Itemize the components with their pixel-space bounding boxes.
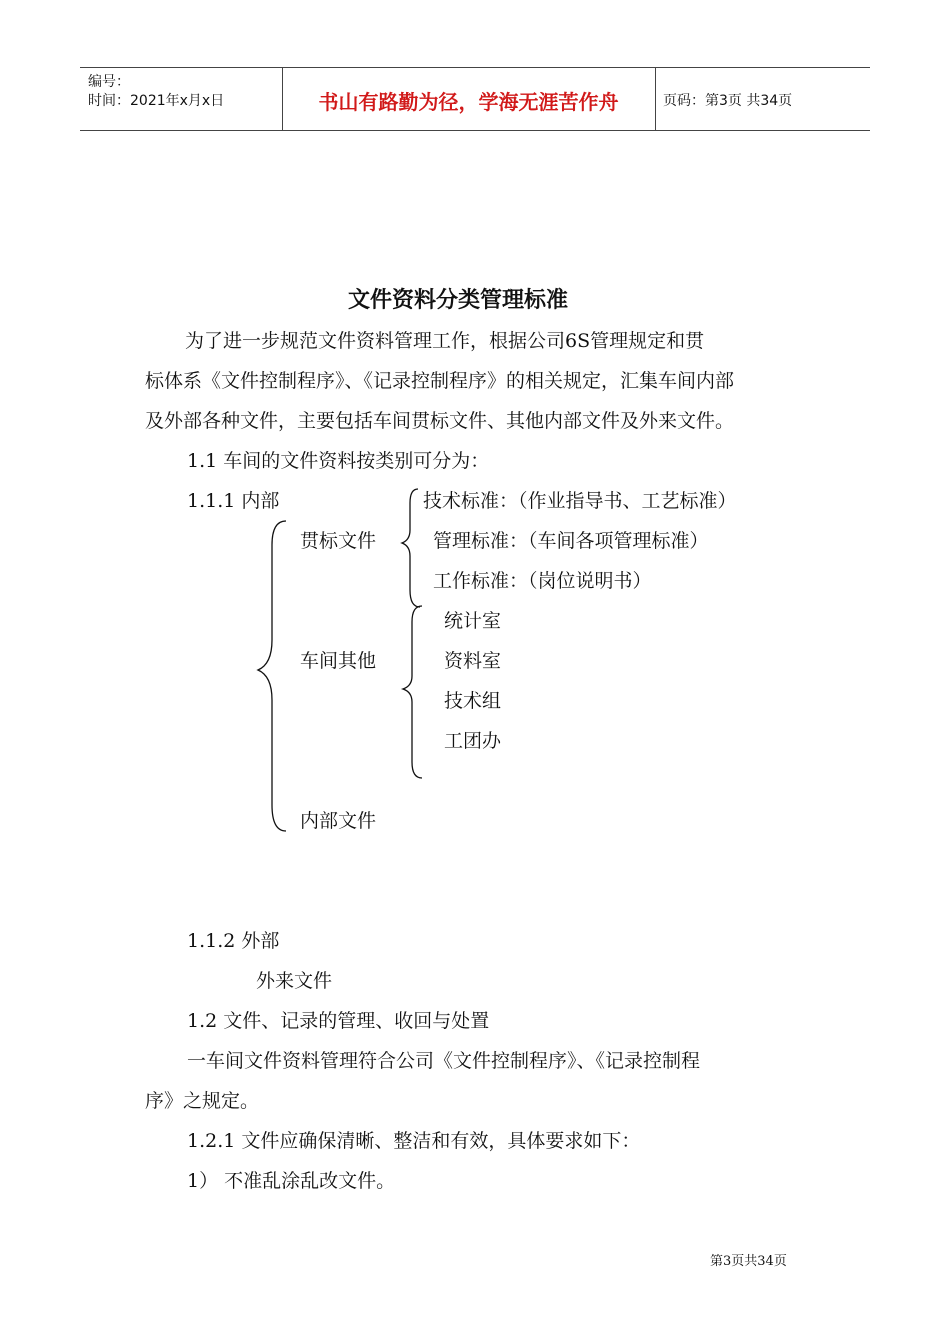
tree-other: 车间其他 — [300, 650, 377, 672]
departments-brace — [403, 606, 422, 778]
external-docs: 外来文件 — [256, 970, 333, 992]
section-1-1: 1.1 车间的文件资料按类别可分为： — [187, 450, 490, 472]
tree-other-item-3: 技术组 — [444, 690, 502, 712]
section-1-2-1: 1.2.1 文件应确保清晰、整洁和有效，具体要求如下： — [187, 1130, 641, 1152]
intro-line-2: 标体系《文件控制程序》、《记录控制程序》的相关规定，汇集车间内部 — [145, 370, 735, 392]
intro-line-1: 为了进一步规范文件资料管理工作，根据公司6S管理规定和贯 — [185, 330, 705, 352]
tree-guanbiao-item-2: 管理标准：（车间各项管理标准） — [433, 530, 709, 552]
tree-guanbiao: 贯标文件 — [300, 530, 377, 552]
section-1-2: 1.2 文件、记录的管理、收回与处置 — [187, 1010, 490, 1032]
footer-page-number: 第3页共34页 — [710, 1254, 787, 1269]
number-label: 编号： — [88, 74, 130, 90]
tree-other-item-4: 工团办 — [444, 730, 502, 752]
tree-other-item-1: 统计室 — [444, 610, 502, 632]
tree-guanbiao-item-3: 工作标准：（岗位说明书） — [433, 570, 652, 592]
time-label: 时间：2021年x月x日 — [88, 93, 225, 109]
motto: 书山有路勤为径，学海无涯苦作舟 — [318, 90, 619, 114]
page-info: 页码：第3页 共34页 — [663, 93, 793, 109]
tree-other-item-2: 资料室 — [444, 650, 502, 672]
section-1-1-1: 1.1.1 内部 — [187, 490, 280, 512]
para2-line-2: 序》之规定。 — [145, 1090, 260, 1112]
outer-brace — [258, 521, 286, 831]
standards-brace — [402, 489, 420, 607]
tree-guanbiao-item-1: 技术标准：（作业指导书、工艺标准） — [423, 490, 737, 512]
list-item-1: 1） 不准乱涂乱改文件。 — [187, 1170, 396, 1192]
intro-line-3: 及外部各种文件，主要包括车间贯标文件、其他内部文件及外来文件。 — [145, 410, 735, 432]
section-1-1-2: 1.1.2 外部 — [187, 930, 280, 952]
tree-internal: 内部文件 — [300, 810, 377, 832]
doc-title: 文件资料分类管理标准 — [348, 288, 569, 313]
para2-line-1: 一车间文件资料管理符合公司《文件控制程序》、《记录控制程 — [187, 1050, 701, 1072]
